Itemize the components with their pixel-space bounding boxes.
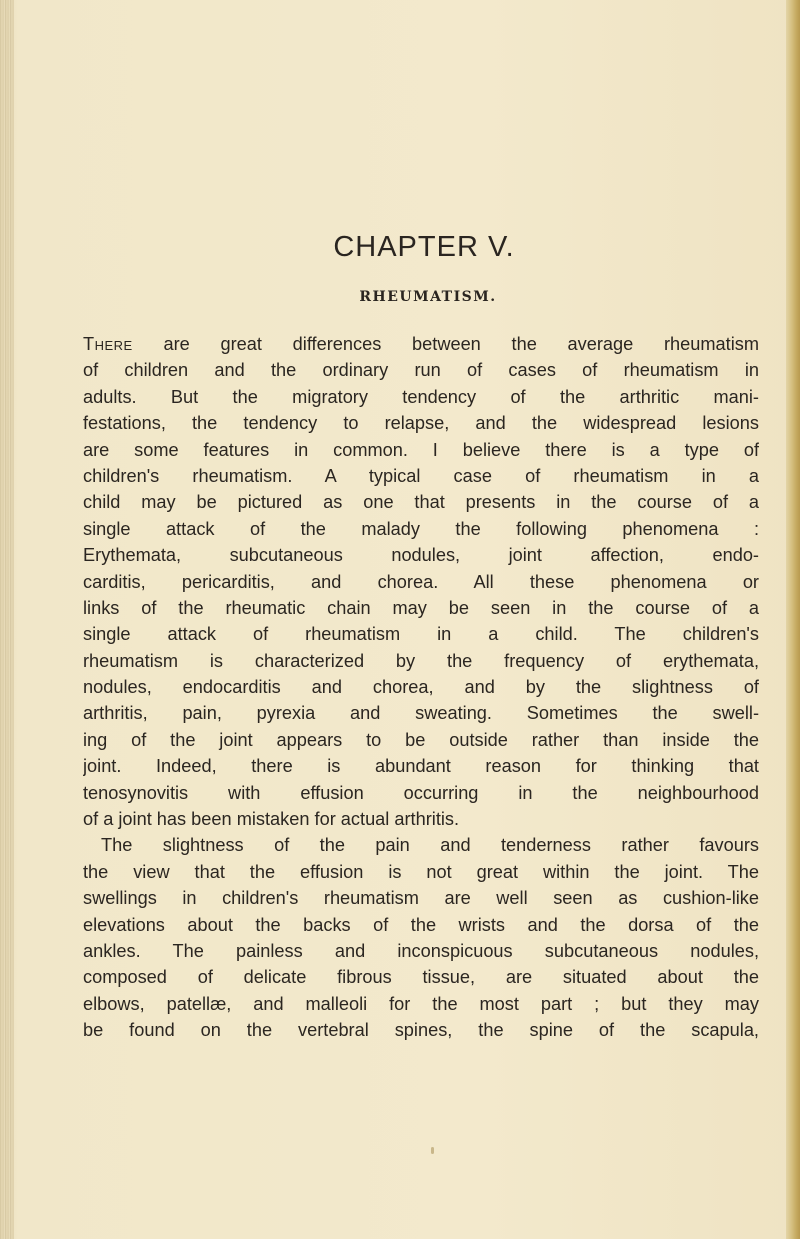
text-line: arthritis, pain, pyrexia and sweating. Sometimes the swell-	[83, 703, 759, 724]
body-text	[83, 331, 759, 1044]
text-line: The slightness of the pain and tenderness rather favours	[101, 835, 759, 856]
text-line: single attack of rheumatism in a child. The children's	[83, 624, 759, 645]
page-fore-edge	[786, 0, 800, 1239]
text-line: links of the rheumatic chain may be seen in the course of a	[83, 597, 759, 618]
text-line: elbows, patellæ, and malleoli for the most part ; but they may	[83, 993, 759, 1014]
text-line: single attack of the malady the following phenomena :	[83, 518, 759, 539]
paper-speck	[431, 1147, 434, 1154]
text-line: be found on the vertebral spines, the spine of the scapula,	[83, 1020, 759, 1041]
text-line: children's rheumatism. A typical case of rheumatism in a	[83, 465, 759, 486]
text-line: the view that the effusion is not great within the joint. The	[83, 861, 759, 882]
text-line: tenosynovitis with effusion occurring in the neighbourhood	[83, 782, 759, 803]
text-line: joint. Indeed, there is abundant reason for thinking that	[83, 756, 759, 777]
opening-word: There	[83, 334, 133, 354]
chapter-subtitle: RHEUMATISM.	[359, 289, 497, 305]
text-line: swellings in children's rheumatism are well seen as cushion-like	[83, 888, 759, 909]
text-line: of a joint has been mistaken for actual arthritis.	[83, 809, 460, 830]
text-line: of children and the ordinary run of cases of rheumatism in	[83, 360, 759, 381]
chapter-heading: CHAPTER V.	[333, 231, 515, 263]
text-line: Erythemata, subcutaneous nodules, joint affection, endo-	[83, 545, 759, 566]
text-line: There are great differences between the average rheumatism	[83, 334, 759, 354]
text-line: composed of delicate fibrous tissue, are situated about the	[83, 967, 759, 988]
text-line: festations, the tendency to relapse, and the widespread lesions	[83, 413, 759, 434]
text-line: child may be pictured as one that presents in the course of a	[83, 492, 759, 513]
text-line: adults. But the migratory tendency of the arthritic mani-	[83, 386, 759, 407]
text-line: ankles. The painless and inconspicuous subcutaneous nodules,	[83, 940, 759, 961]
page-gutter-edge	[0, 0, 14, 1239]
text-line: rheumatism is characterized by the frequency of erythemata,	[83, 650, 759, 671]
text-line: ing of the joint appears to be outside rather than inside the	[83, 729, 759, 750]
text-line: elevations about the backs of the wrists and the dorsa of the	[83, 914, 759, 935]
text-line: carditis, pericarditis, and chorea. All these phenomena or	[83, 571, 759, 592]
text-line: are some features in common. I believe there is a type of	[83, 439, 759, 460]
text-line: nodules, endocarditis and chorea, and by the slightness of	[83, 677, 759, 698]
